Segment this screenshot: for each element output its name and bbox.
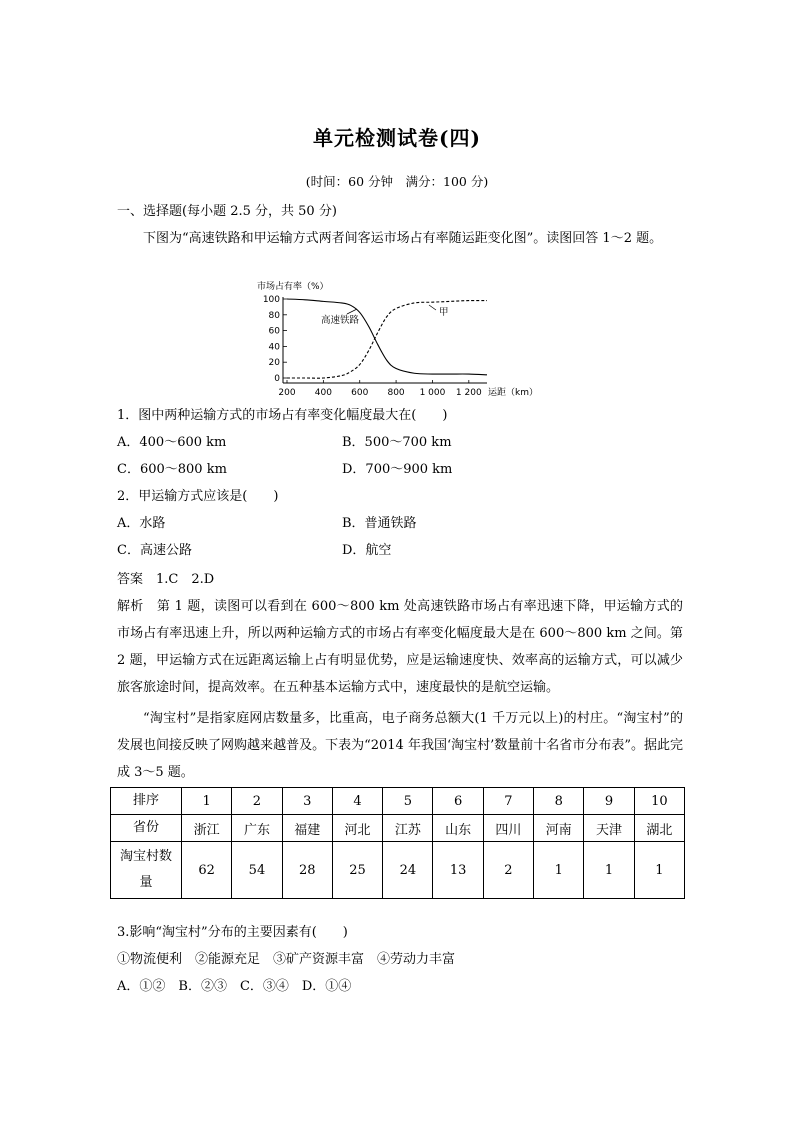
section-heading: 一、选择题(每小题 2.5 分，共 50 分) [117, 204, 337, 219]
q1-option-a: A．400～600 km [117, 435, 227, 450]
label-high-speed-rail: 高速铁路 [321, 315, 360, 326]
q3-items: ①物流便利 ②能源充足 ③矿产资源丰富 ④劳动力丰富 [117, 952, 456, 967]
taobao-intro: “淘宝村”是指家庭网店数量多，比重高，电子商务总额大(1 千万元以上)的村庄。“淘宝村”的发展也间接反映了网购越来越普及。下表为“2014 年我国‘淘宝村’数量前十名省市分布表”。据此完成 3～5 题。 [117, 711, 683, 780]
header-province: 省份 [111, 815, 182, 842]
q3-options: A．①② B．②③ C．③④ D．①④ [117, 979, 352, 994]
province-cell: 江苏 [383, 815, 433, 842]
count-cell: 1 [584, 842, 634, 899]
page-title: 单元检测试卷(四) [313, 126, 481, 150]
province-cell: 浙江 [182, 815, 232, 842]
y-tick-label: 80 [268, 310, 280, 321]
q2-option-d: D．航空 [342, 543, 392, 558]
series-line-high-speed-rail [287, 299, 487, 375]
header-count: 淘宝村数量 [111, 842, 182, 899]
count-cell: 2 [483, 842, 533, 899]
chart-svg [253, 279, 553, 401]
chart-ylabel: 市场占有率（%） [257, 282, 329, 292]
q1-stem: 1．图中两种运输方式的市场占有率变化幅度最大在( ) [117, 408, 448, 423]
table-row-count [111, 842, 685, 899]
q2-stem: 2．甲运输方式应该是( ) [117, 489, 279, 504]
province-cell: 山东 [433, 815, 483, 842]
count-cell: 13 [433, 842, 483, 899]
label-rail-pointer [347, 309, 357, 314]
x-tick-label: 1 000 [419, 388, 446, 398]
x-tick-label: 1 200 [455, 388, 482, 398]
province-cell: 天津 [584, 815, 634, 842]
count-cell: 1 [634, 842, 684, 899]
taobao-table [110, 787, 685, 899]
y-tick-label: 20 [268, 358, 280, 369]
count-cell: 24 [383, 842, 433, 899]
rank-cell: 5 [383, 788, 433, 815]
count-cell: 28 [282, 842, 332, 899]
count-cell: 62 [182, 842, 232, 899]
province-cell: 广东 [232, 815, 282, 842]
y-tick-label: 40 [268, 342, 280, 353]
x-tick-label: 200 [278, 388, 296, 398]
q3-stem: 3.影响“淘宝村”分布的主要因素有( ) [117, 925, 348, 940]
rank-cell: 9 [584, 788, 634, 815]
q1-option-b: B．500～700 km [342, 435, 452, 450]
chart-intro: 下图为“高速铁路和甲运输方式两者间客运市场占有率随运距变化图”。读图回答 1～2 题。 [143, 231, 663, 246]
exam-info: (时间：60 分钟 满分：100 分) [305, 174, 489, 189]
province-cell: 湖北 [634, 815, 684, 842]
label-jia-pointer [429, 305, 436, 310]
table-row-province [111, 815, 685, 842]
count-cell: 1 [534, 842, 584, 899]
rank-cell: 3 [282, 788, 332, 815]
header-rank: 排序 [111, 788, 182, 815]
province-cell: 河南 [534, 815, 584, 842]
rank-cell: 6 [433, 788, 483, 815]
rank-cell: 2 [232, 788, 282, 815]
q1-option-d: D．700～900 km [342, 462, 453, 477]
rank-cell: 1 [182, 788, 232, 815]
rank-cell: 4 [332, 788, 382, 815]
label-jia: 甲 [439, 307, 449, 318]
q2-option-a: A．水路 [117, 516, 166, 531]
rank-cell: 8 [534, 788, 584, 815]
rank-cell: 7 [483, 788, 533, 815]
count-cell: 54 [232, 842, 282, 899]
market-share-chart [253, 279, 553, 401]
y-tick-label: 100 [262, 295, 280, 305]
analysis-text: 解析 第 1 题，读图可以看到在 600～800 km 处高速铁路市场占有率迅速下降，甲运输方式的市场占有率迅速上升，所以两种运输方式的市场占有率变化幅度最大是在 600～800 km 之间。第 2 题，甲运输方式在远距离运输上占有明显优势，应是运输速度快、效率高的运输方式，可以减少旅客旅途时间，提高效率。在五种基本运输方式中，速度最快的是航空运输。 [117, 599, 683, 695]
q2-option-c: C．高速公路 [117, 543, 192, 558]
q1-option-c: C．600～800 km [117, 462, 227, 477]
rank-cell: 10 [634, 788, 684, 815]
series-line-jia [287, 301, 487, 379]
province-cell: 河北 [332, 815, 382, 842]
chart-xlabel: 运距（km） [488, 388, 538, 398]
x-tick-label: 600 [351, 388, 369, 398]
q2-option-b: B．普通铁路 [342, 516, 417, 531]
table-row-rank [111, 788, 685, 815]
y-tick-label: 0 [274, 374, 280, 384]
x-tick-label: 400 [314, 388, 332, 398]
answer-line: 答案 1.C 2.D [117, 572, 215, 587]
y-tick-label: 60 [268, 326, 280, 337]
province-cell: 四川 [483, 815, 533, 842]
x-tick-label: 800 [387, 388, 405, 398]
count-cell: 25 [332, 842, 382, 899]
province-cell: 福建 [282, 815, 332, 842]
